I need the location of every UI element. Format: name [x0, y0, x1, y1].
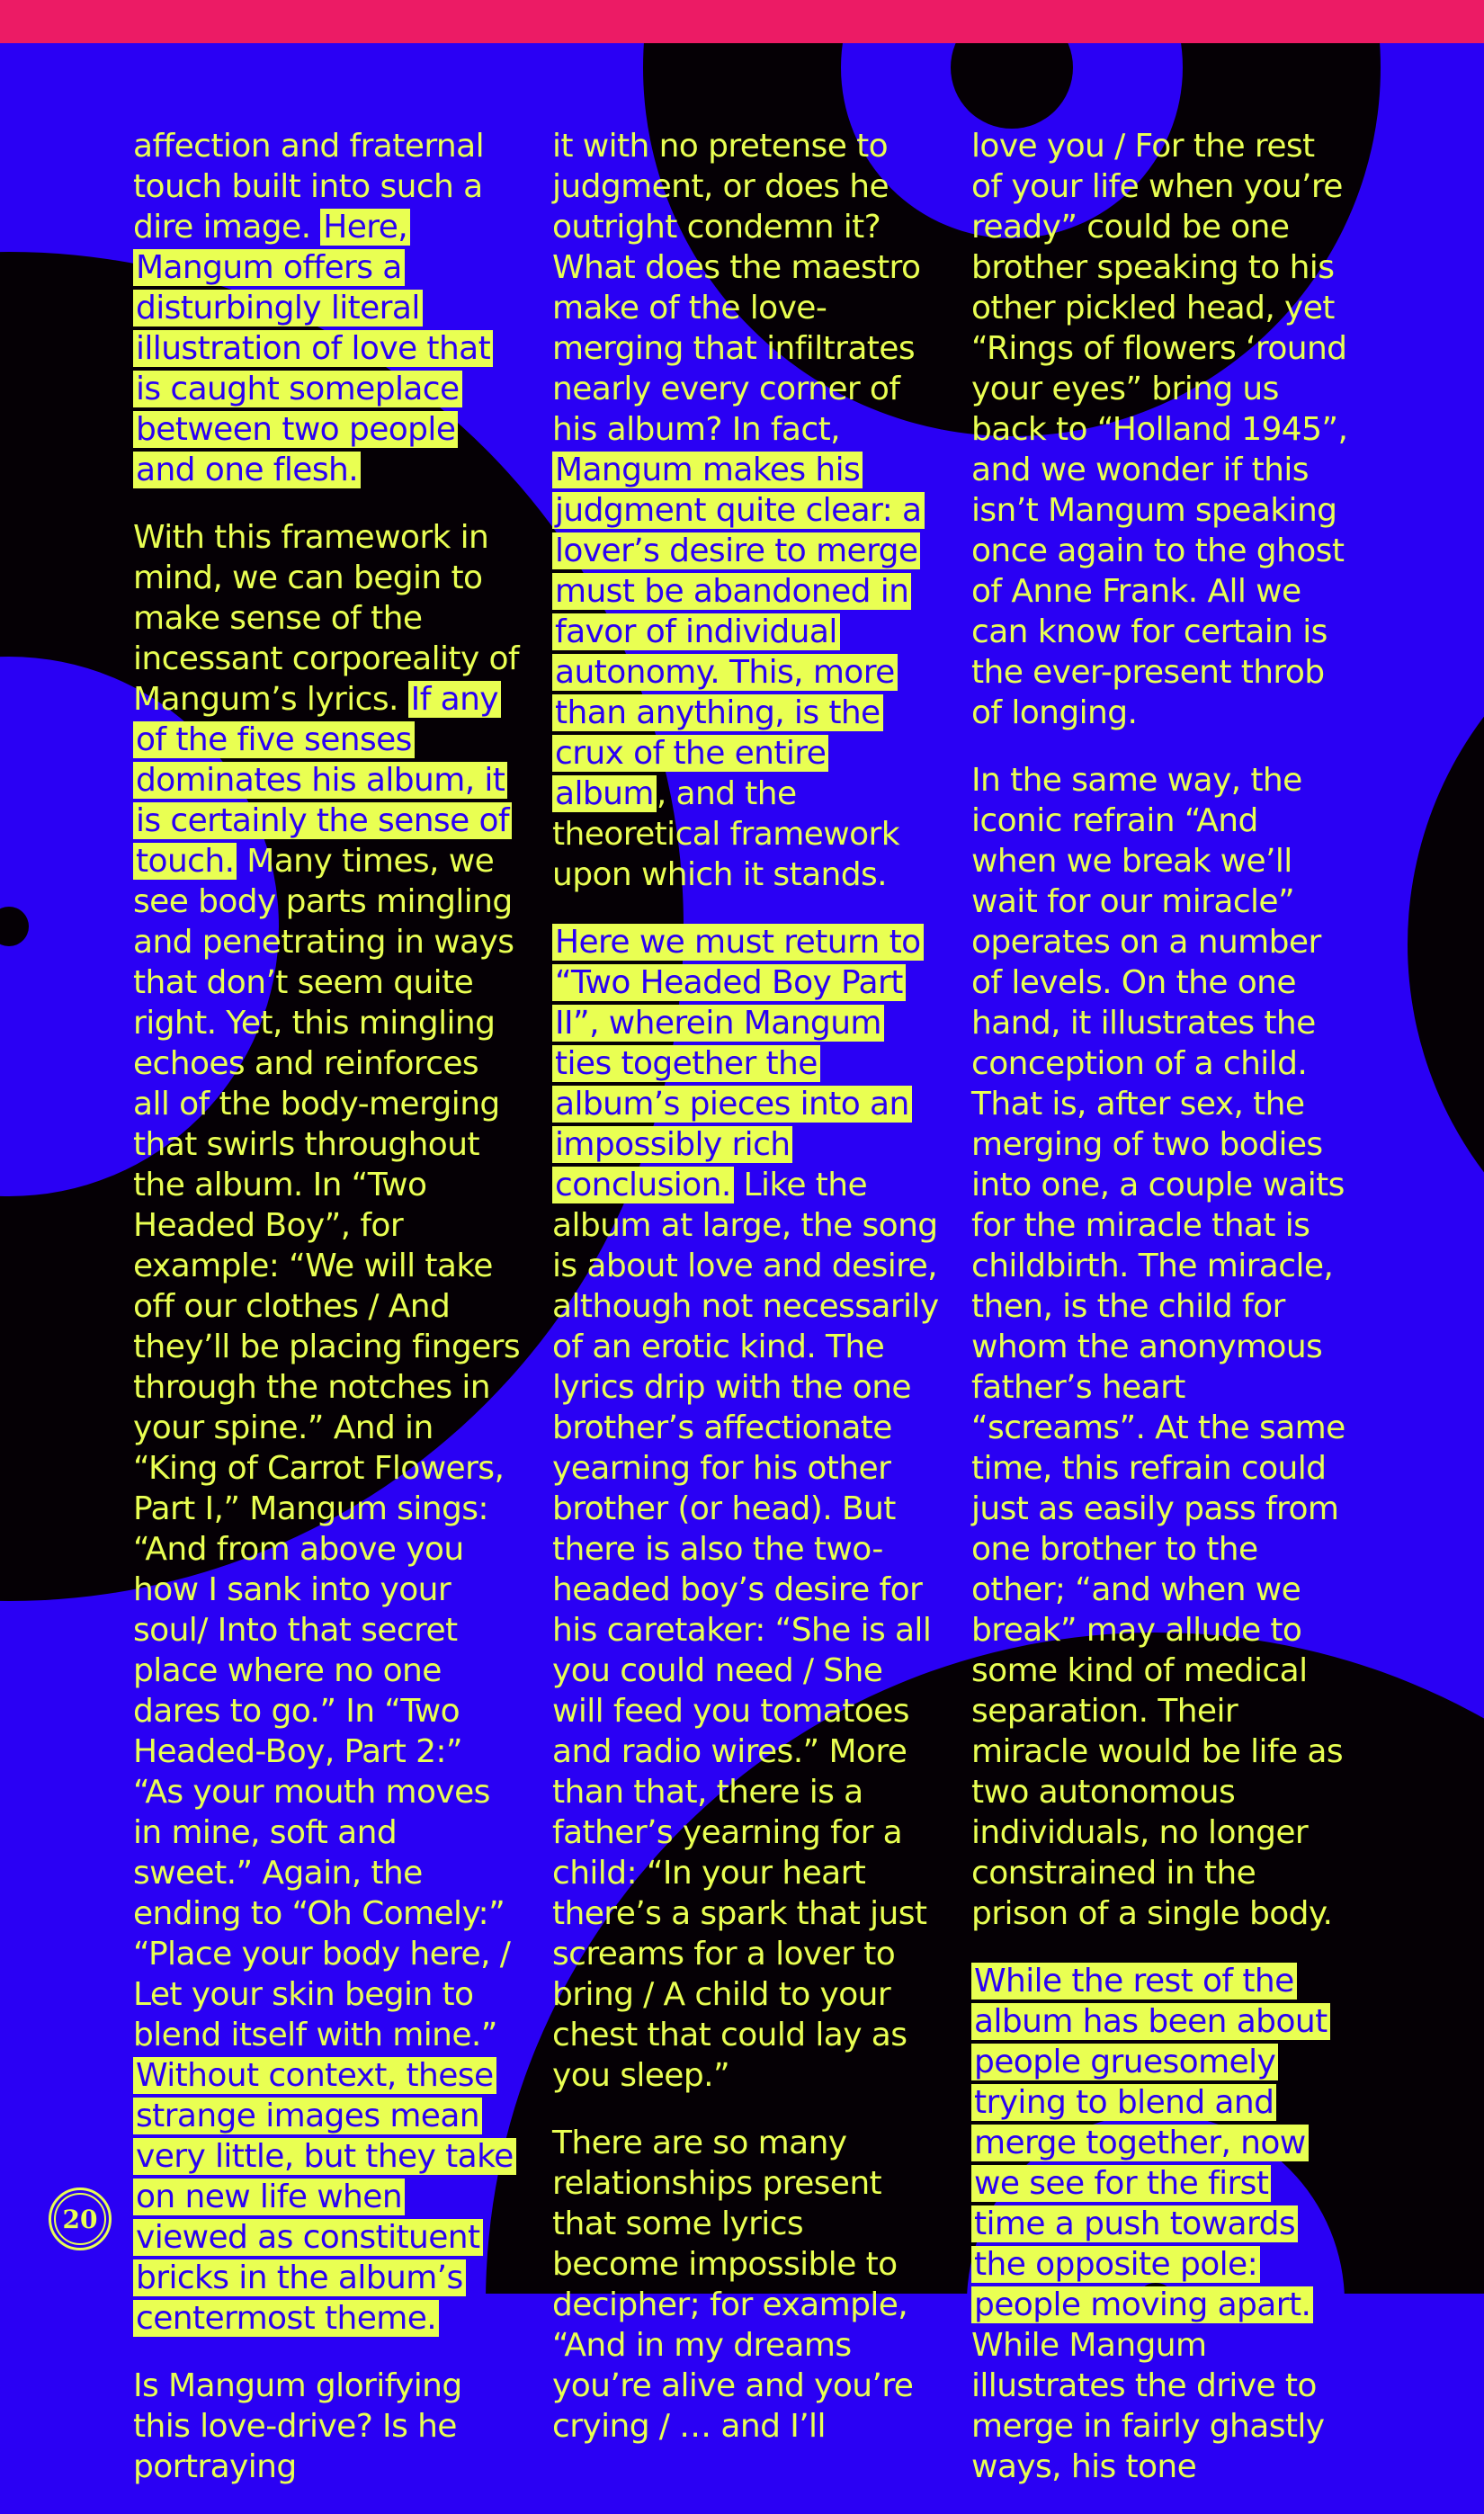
body-text: There are so many relationships present that some lyrics become impossible to decipher; for example, “And in my dreams you’re alive and you’re crying / … and I’ll	[552, 2125, 914, 2445]
text-column-1	[133, 126, 520, 2514]
page-number-badge	[49, 2187, 112, 2250]
page-number: 20	[54, 2193, 106, 2245]
body-text: Is Mangum glorifying this love-drive? Is he portraying	[133, 2367, 462, 2485]
body-text: Many times, we see body parts mingling and penetrating in ways that don’t seem quite right. Yet, this mingling echoes and reinforces all of the body-merging that swirls throughout the album. In “Two Headed Boy”, for example: “We will take off our clothes / And they’ll be placing fingers through the notches in your spine.” And in “King of Carrot Flowers, Part I,” Mangum sings: “And from above you how I sank into your soul/ Into that secret place where no one dares to go.” In “Two Headed-Boy, Part 2:” “As your mouth moves in mine, soft and sweet.” Again, the ending to “Oh Comely:” “Place your body here, / Let your skin begin to blend itself with mine.”	[133, 843, 520, 2053]
top-accent-bar	[0, 0, 1484, 43]
highlighted-text: Mangum makes his judgment quite clear: a lover’s desire to merge must be abandoned in favor of individual autonomy. This, more than anything, is the crux of the entire album	[552, 452, 925, 812]
highlighted-text: If any of the five senses dominates his album, it is certainly the sense of touch.	[133, 681, 512, 880]
paragraph	[552, 126, 939, 895]
body-text: With this framework in mind, we can begin to make sense of the incessant corporeality of Mangum’s lyrics.	[133, 519, 519, 718]
record-right	[1408, 567, 1484, 1322]
highlighted-text: Here we must return to “Two Headed Boy Part II”, wherein Mangum ties together the album’s pieces into an impossibly rich conclusion.	[552, 924, 924, 1203]
paragraph	[133, 517, 520, 2339]
body-text: While Mangum illustrates the drive to merge in fairly ghastly ways, his tone	[971, 2327, 1325, 2485]
body-text: love you / For the rest of your life when you’re ready” could be one brother speaking to his other pickled head, yet “Rings of flowers ‘round your eyes” bring us back to “Holland 1945”, and we wonder if this isn’t Mangum speaking once again to the ghost of Anne Frank. All we can know for certain is the ever-present throb of longing.	[971, 128, 1348, 731]
paragraph	[971, 1961, 1349, 2487]
paragraph	[971, 760, 1349, 1934]
paragraph	[552, 2123, 939, 2447]
paragraph	[971, 126, 1349, 733]
body-text: , and the theoretical framework upon which it stands.	[552, 775, 899, 893]
text-column-2	[552, 126, 939, 2474]
highlighted-text: While the rest of the album has been about people gruesomely trying to blend and merge together, now we see for the first time a push towards the opposite pole: people moving apart.	[971, 1963, 1330, 2323]
body-text: it with no pretense to judgment, or does he outright condemn it? What does the maestro make of the love-merging that infiltrates nearly every corner of his album? In fact,	[552, 128, 921, 448]
text-column-3	[971, 126, 1349, 2514]
paragraph	[133, 126, 520, 490]
paragraph	[552, 922, 939, 2096]
body-text: In the same way, the iconic refrain “And when we break we’ll wait for our miracle” operates on a number of levels. On the one hand, it illustrates the conception of a child. That is, after sex, the merging of two bodies into one, a couple waits for the miracle that is childbirth. The miracle, then, is the child for whom the anonymous father’s heart “screams”. At the same time, this refrain could just as easily pass from one brother to the other; “and when we break” may allude to some kind of medical separation. Their miracle would be life as two autonomous individuals, no longer constrained in the prison of a single body.	[971, 762, 1345, 1932]
paragraph	[133, 2366, 520, 2487]
body-text: Like the album at large, the song is about love and desire, although not necessarily of an erotic kind. The lyrics drip with the one brother’s affectionate yearning for his other brother (or head). But there is also the two-headed boy’s desire for his caretaker: “She is all you could need / She will feed you tomatoes and radio wires.” More than that, there is a father’s yearning for a child: “In your heart there’s a spark that just screams for a lover to bring / A child to your chest that could lay as you sleep.”	[552, 1167, 939, 2094]
highlighted-text: Without context, these strange images mean very little, but they take on new life when viewed as constituent bricks in the album’s centermost theme.	[133, 2057, 516, 2337]
body-text: affection and fraternal touch built into such a dire image.	[133, 128, 484, 246]
highlighted-text: Here, Mangum offers a disturbingly literal illustration of love that is caught someplace between two people and one flesh.	[133, 209, 493, 488]
